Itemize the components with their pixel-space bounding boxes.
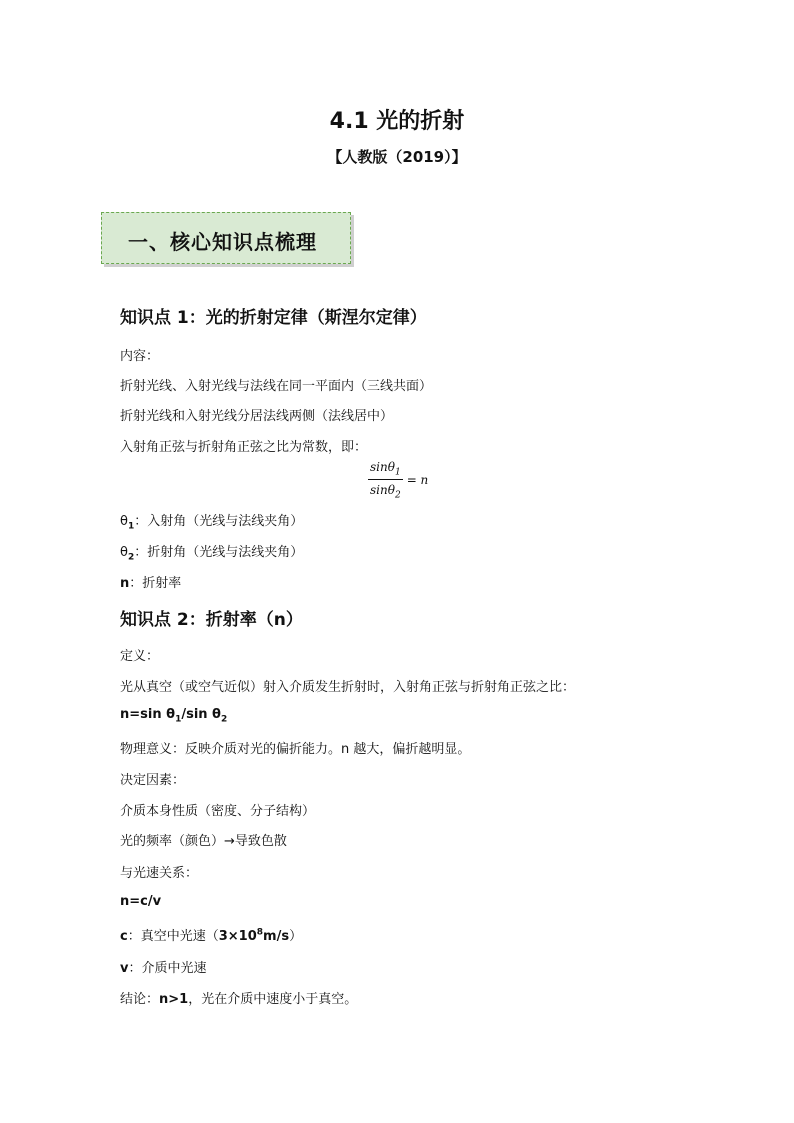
formula-denominator: sinθ$_2$ <box>370 483 401 501</box>
page-title: 4.1 光的折射 <box>329 109 465 134</box>
kp2-def-label: 定义： <box>120 649 160 664</box>
kp2-factor1: 介质本身性质（密度、分子结构） <box>120 804 316 819</box>
kp1-line1: 折射光线、入射光线与法线在同一平面内（三线共面） <box>120 379 433 394</box>
snell-fraction <box>368 460 403 501</box>
formula-numerator: sinθ$_1$ <box>368 460 403 480</box>
kp2-speed-formula: n=c/v <box>120 894 162 909</box>
kp1-theta1: $\theta_1$：入射角（光线与法线夹角） <box>120 514 304 532</box>
kp1-theta2: $\theta_2$：折射角（光线与法线夹角） <box>120 545 304 563</box>
kp1-content-label: 内容： <box>120 349 160 364</box>
kp2-heading: 知识点 2：折射率（n） <box>120 610 303 630</box>
section-heading: 一、核心知识点梳理 <box>128 230 317 254</box>
kp2-factors-label: 决定因素： <box>120 773 186 788</box>
kp2-formula: n=sin $\theta_1/\sin$ $\theta_2$ <box>120 707 228 725</box>
formula-rhs: = n <box>406 473 429 488</box>
kp2-def-text: 光从真空（或空气近似）射入介质发生折射时，入射角正弦与折射角正弦之比： <box>120 680 576 695</box>
kp2-factor2: 光的频率（颜色）→导致色散 <box>120 834 287 849</box>
kp1-line3: 入射角正弦与折射角正弦之比为常数，即： <box>120 440 368 455</box>
kp2-v-def: v：介质中光速 <box>120 961 207 976</box>
section-heading-box <box>101 212 351 264</box>
kp1-heading: 知识点 1：光的折射定律（斯涅尔定律） <box>120 308 427 328</box>
kp2-speed-label: 与光速关系： <box>120 866 199 881</box>
snell-formula <box>368 460 428 501</box>
kp2-c-def: c：真空中光速$(3\times 10^8m/s)$ <box>120 927 303 944</box>
kp1-line2: 折射光线和入射光线分居法线两侧（法线居中） <box>120 409 394 424</box>
kp2-conclusion: 结论：n>1，光在介质中速度小于真空。 <box>120 992 358 1007</box>
kp2-meaning: 物理意义：反映介质对光的偏折能力。n 越大，偏折越明显。 <box>120 742 471 757</box>
kp1-n: n：折射率 <box>120 576 182 591</box>
page-subtitle: 【人教版（2019）】 <box>327 148 467 166</box>
